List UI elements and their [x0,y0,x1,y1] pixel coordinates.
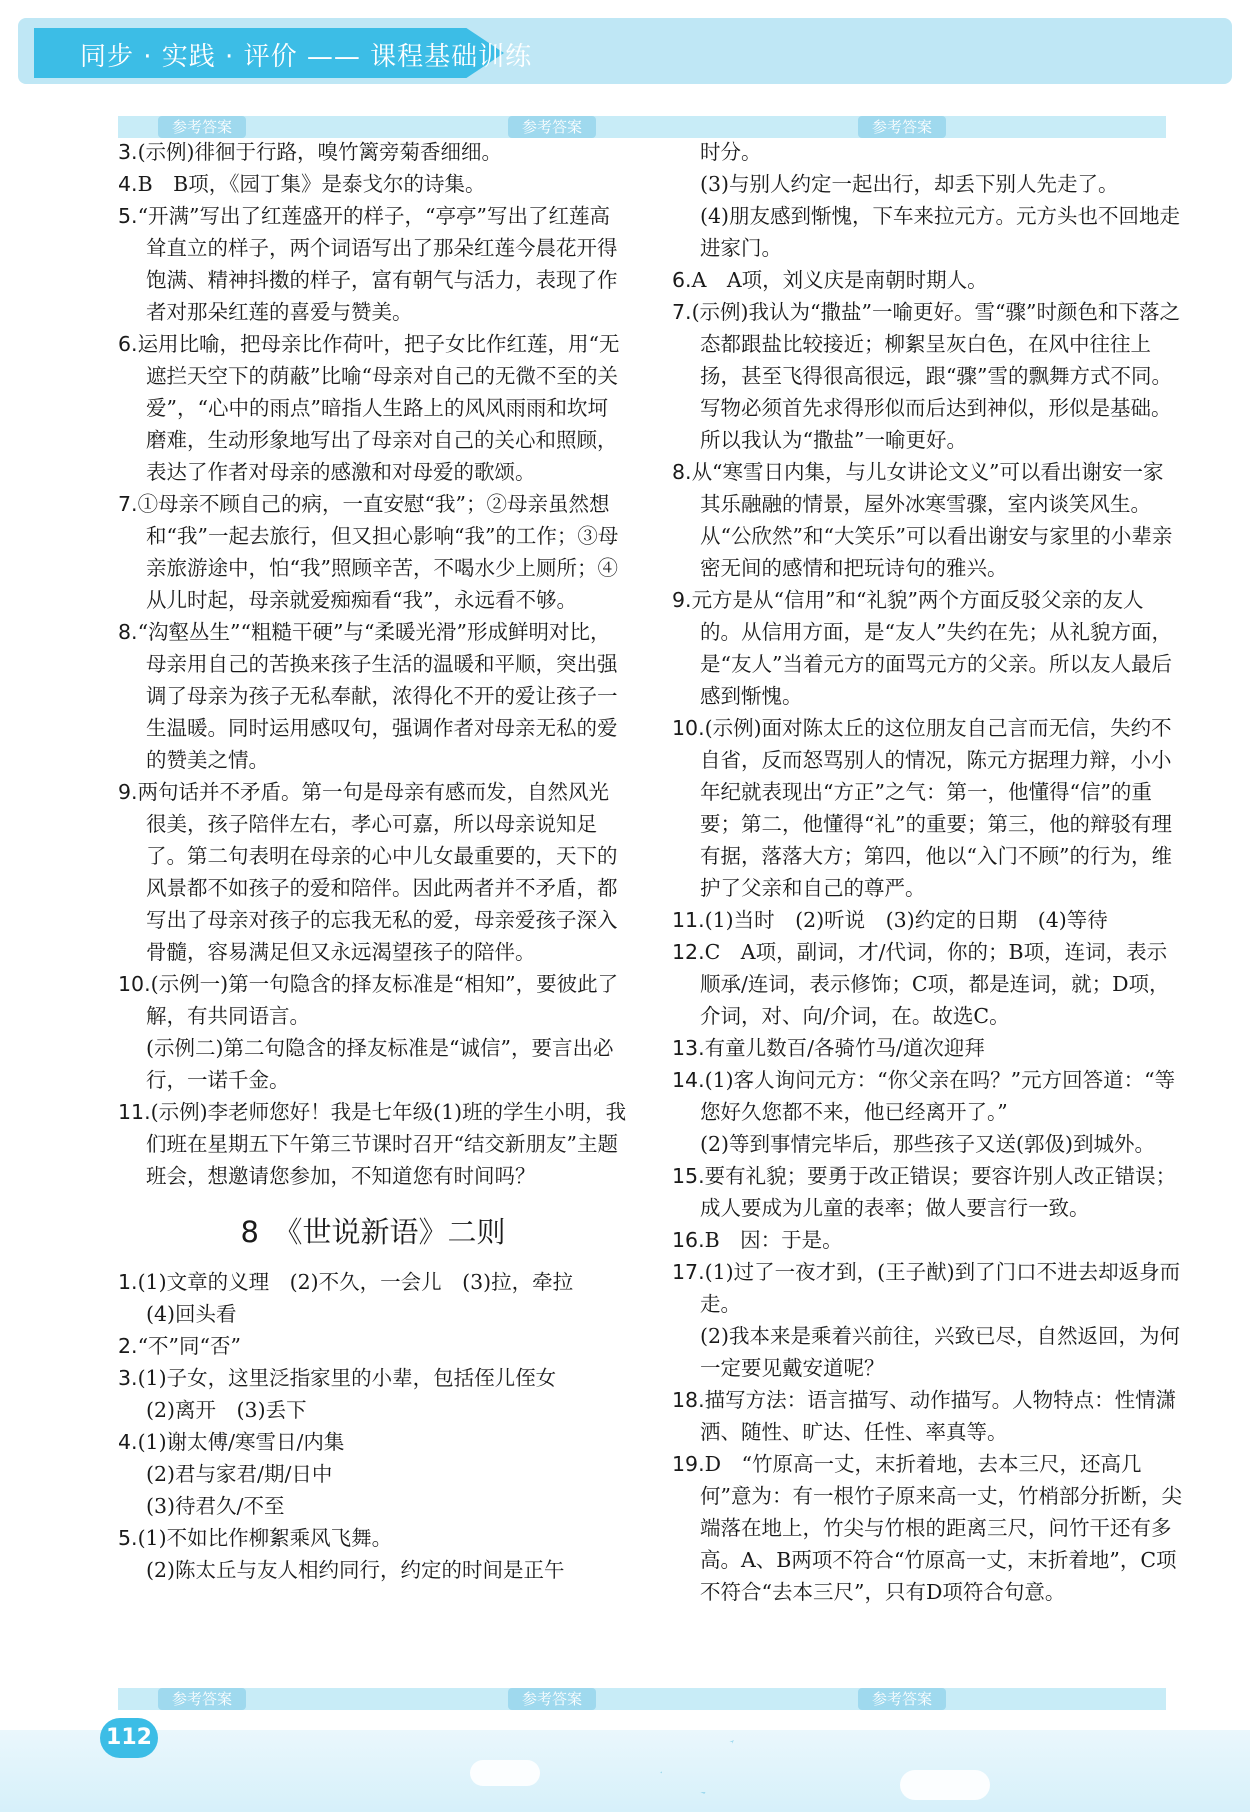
answer-body: (1)不如比作柳絮乘风飞舞。 [137,1526,393,1550]
answer-body: (1)当时 (2)听说 (3)约定的日期 (4)等待 [704,908,1108,932]
answer-body: 元方是从“信用”和“礼貌”两个方面反驳父亲的友人的。从信用方面，是“友人”失约在先；从礼貌方面，是“友人”当着元方的面骂元方的父亲。所以友人最后感到惭愧。 [691,588,1172,708]
answer-text [672,1384,1182,1448]
answer-number: 9. [672,588,692,612]
footer-band [0,1730,1250,1812]
answer-body: 要有礼貌；要勇于改正错误；要容许别人改正错误；成人要成为儿童的表率；做人要言行一致。 [700,1164,1177,1220]
answer-body: A A项，刘义庆是南朝时期人。 [691,268,988,292]
answer-text [672,584,1182,712]
answer-item [672,456,1182,584]
answer-item [118,776,628,968]
answer-body: 时分。 [700,140,762,164]
answer-text [672,1064,1182,1128]
answer-body: B B项，《园丁集》是泰戈尔的诗集。 [137,172,486,196]
answer-item [672,296,1182,456]
answer-text [672,1224,1182,1256]
answer-strip-top [118,116,1166,138]
answer-body: “开满”写出了红莲盛开的样子，“亭亭”写出了红莲高耸直立的样子，两个词语写出了那朵红莲今晨花开得饱满、精神抖擞的样子，富有朝气与活力，表现了作者对那朵红莲的喜爱与赞美。 [137,204,618,324]
answer-body: (1)过了一夜才到，(王子猷)到了门口不进去却返身而走。 [700,1260,1181,1316]
answer-body: ①母亲不顾自己的病，一直安慰“我”；②母亲虽然想和“我”一起去旅行，但又担心影响“我”的工作；③母亲旅游途中，怕“我”照顾辛苦，不喝水少上厕所；④从儿时起，母亲就爱痴痴看“我”，永远看不够。 [137,492,619,612]
answer-number: 8. [118,620,138,644]
answer-body: (1)文章的义理 (2)不久，一会儿 (3)拉，牵拉 [137,1270,574,1294]
answer-body: 两句话并不矛盾。第一句是母亲有感而发，自然风光很美，孩子陪伴左右，孝心可嘉，所以母亲说知足了。第二句表明在母亲的心中儿女最重要的，天下的风景都不如孩子的爱和陪伴。因此两者并不矛盾，都写出了母亲对孩子的忘我无私的爱，母亲爱孩子深入骨髓，容易满足但又永远渴望孩子的陪伴。 [137,780,618,964]
answer-text [118,1330,628,1362]
answer-number: 7. [118,492,138,516]
answer-item [118,488,628,616]
answer-body: (示例一)第一句隐含的择友标准是“相知”，要彼此了解，有共同语言。 [146,972,619,1028]
answer-subtext: (示例二)第二句隐含的择友标准是“诚信”，要言出必行，一诺千金。 [146,1036,614,1092]
answer-body: (示例)李老师您好！我是七年级(1)班的学生小明，我们班在星期五下午第三节课时召开“结交新朋友”主题班会，想邀请您参加，不知道您有时间吗？ [146,1100,627,1188]
answer-item [672,264,1182,296]
answer-number: 16. [672,1228,705,1252]
answer-item [672,1256,1182,1384]
answer-number: 19. [672,1452,705,1476]
answer-body: “沟壑丛生”“粗糙干硬”与“柔暖光滑”形成鲜明对比，母亲用自己的苦换来孩子生活的温暖和平顺，突出强调了母亲为孩子无私奉献，浓得化不开的爱让孩子一生温暖。同时运用感叹句，强调作者对母亲无私的爱的赞美之情。 [137,620,618,772]
answer-number: 7. [672,300,692,324]
answer-number: 10. [118,972,151,996]
answer-body: (1)谢太傅/寒雪日/内集 [137,1430,345,1454]
answer-item [118,328,628,488]
left-column [118,136,628,1586]
answer-item [118,136,628,168]
answer-text [118,168,628,200]
answer-number: 9. [118,780,138,804]
answer-item [672,1064,1182,1160]
answer-text [672,168,1182,200]
answer-subtext: (2)陈太丘与友人相约同行，约定的时间是正午 [146,1558,565,1582]
answer-text [118,1362,628,1394]
answer-text [118,1522,628,1554]
answer-text [118,1426,628,1458]
answer-number: 12. [672,940,705,964]
answer-item [118,168,628,200]
answer-text [672,936,1182,1032]
answer-number: 4. [118,172,138,196]
answer-number: 10. [672,716,705,740]
answer-text [118,968,628,1032]
page-number: 112 [100,1718,158,1758]
answer-text [672,1256,1182,1320]
answer-subtext: (3)待君久/不至 [146,1494,285,1518]
answer-number: 1. [118,1270,138,1294]
answer-number: 5. [118,1526,138,1550]
answer-text [672,200,1182,264]
answer-text [672,456,1182,584]
answer-body: (1)子女，这里泛指家里的小辈，包括侄儿侄女 [137,1366,557,1390]
answer-text [672,136,1182,168]
answer-body: 有童儿数百/各骑竹马/道次迎拜 [704,1036,985,1060]
answer-item [672,1160,1182,1224]
answer-body: 描写方法：语言描写、动作描写。人物特点：性情潇洒、随性、旷达、任性、率真等。 [700,1388,1177,1444]
answer-number: 17. [672,1260,705,1284]
answer-body: (示例)徘徊于行路，嗅竹篱旁菊香细细。 [137,140,503,164]
answer-number: 13. [672,1036,705,1060]
answer-item [672,936,1182,1032]
answer-number: 3. [118,1366,138,1390]
answer-number: 2. [118,1334,138,1358]
answer-item [672,1448,1182,1608]
answer-text [118,776,628,968]
answer-number: 11. [118,1100,151,1124]
answer-text [118,328,628,488]
answer-text [118,136,628,168]
answer-number: 11. [672,908,705,932]
right-column [672,136,1182,1608]
answer-body: D “竹原高一丈，末折着地，去本三尺，还高几何”意为：有一根竹子原来高一丈，竹梢部分折断，尖端落在地上，竹尖与竹根的距离三尺，问竹干还有多高。A、B两项不符合“竹原高一丈，末折着地”，C项不符合“去本三尺”，只有D项符合句意。 [700,1452,1182,1604]
answer-item [118,1522,628,1586]
section-title: 8 《世说新语》二则 [240,1215,506,1249]
answer-text [118,1096,628,1192]
answer-body: C A项，副词，才/代词，你的；B项，连词，表示顺承/连词，表示修饰；C项，都是连词，就；D项，介词，对、向/介词，在。故选C。 [700,940,1170,1028]
answer-item [118,1096,628,1192]
answer-text [118,200,628,328]
answer-subtext: (2)君与家君/期/日中 [146,1462,333,1486]
cloud-decoration [470,1760,540,1786]
header-title: 同步 · 实践 · 评价 —— 课程基础训练 [80,42,533,72]
answer-item [672,712,1182,904]
strip-label: 参考答案 [158,1688,246,1710]
answer-item [118,200,628,328]
answer-body: 从“寒雪日内集，与儿女讲论文义”可以看出谢安一家其乐融融的情景，屋外冰寒雪骤，室内谈笑风生。从“公欣然”和“大笑乐”可以看出谢安与家里的小辈亲密无间的感情和把玩诗句的雅兴。 [691,460,1173,580]
answer-body: (1)客人询问元方：“你父亲在吗？”元方回答道：“等您好久您都不来，他已经离开了。” [700,1068,1176,1124]
answer-item [672,904,1182,936]
cloud-decoration [900,1770,990,1800]
strip-label: 参考答案 [858,116,946,138]
answer-item [672,200,1182,264]
answer-subtext: (4)回头看 [146,1302,237,1326]
answer-item [118,968,628,1096]
answer-text [672,1160,1182,1224]
strip-label: 参考答案 [158,116,246,138]
answer-number: 8. [672,460,692,484]
answer-item [672,1384,1182,1448]
answer-item [672,584,1182,712]
answer-body: (示例)面对陈太丘的这位朋友自己言而无信，失约不自省，反而怒骂别人的情况，陈元方据理力辩，小小年纪就表现出“方正”之气：第一，他懂得“信”的重要；第二，他懂得“礼”的重要；第三，他的辩驳有理有据，落落大方；第四，他以“入门不顾”的行为，维护了父亲和自己的尊严。 [700,716,1172,900]
answer-item [118,1362,628,1426]
answer-item [118,1266,628,1330]
answer-body: 运用比喻，把母亲比作荷叶，把子女比作红莲，用“无遮拦天空下的荫蔽”比喻“母亲对自己的无微不至的关爱”，“心中的雨点”暗指人生路上的风风雨雨和坎坷磨难，生动形象地写出了母亲对自己的关心和照顾，表达了作者对母亲的感激和对母爱的歌颂。 [137,332,620,484]
answer-number: 4. [118,1430,138,1454]
answer-number: 14. [672,1068,705,1092]
strip-label: 参考答案 [858,1688,946,1710]
answer-number: 5. [118,204,138,228]
answer-body: “不”同“否” [137,1334,241,1358]
answer-strip-bottom [118,1688,1166,1710]
answer-item [118,616,628,776]
answer-number: 6. [672,268,692,292]
strip-label: 参考答案 [508,1688,596,1710]
answer-item [672,1224,1182,1256]
answer-body: B 因：于是。 [704,1228,843,1252]
answer-subtext: (2)我本来是乘着兴前往，兴致已尽，自然返回，为何一定要见戴安道呢？ [700,1324,1181,1380]
answer-number: 6. [118,332,138,356]
answer-text [672,712,1182,904]
answer-text [118,616,628,776]
answer-body: (示例)我认为“撒盐”一喻更好。雪“骤”时颜色和下落之态都跟盐比较接近；柳絮呈灰白色，在风中往往上扬，甚至飞得很高很远，跟“骤”雪的飘舞方式不同。写物必须首先求得形似而后达到神似，形似是基础。所以我认为“撒盐”一喻更好。 [691,300,1180,452]
answer-item [672,136,1182,168]
answer-item [672,1032,1182,1064]
answer-item [118,1426,628,1522]
answer-text [672,264,1182,296]
answer-subtext: (2)离开 (3)丢下 [146,1398,307,1422]
answer-text [672,904,1182,936]
answer-text [672,1448,1182,1608]
answer-item [118,1330,628,1362]
answer-text [672,1032,1182,1064]
answer-body: (4)朋友感到惭愧，下车来拉元方。元方头也不回地走进家门。 [700,204,1181,260]
answer-item [672,168,1182,200]
answer-body: (3)与别人约定一起出行，却丢下别人先走了。 [700,172,1119,196]
answer-number: 3. [118,140,138,164]
answer-text [672,296,1182,456]
answer-text [118,1266,628,1298]
answer-number: 15. [672,1164,705,1188]
answer-text [118,488,628,616]
answer-number: 18. [672,1388,705,1412]
answer-subtext: (2)等到事情完毕后，那些孩子又送(郭伋)到城外。 [700,1132,1156,1156]
strip-label: 参考答案 [508,116,596,138]
